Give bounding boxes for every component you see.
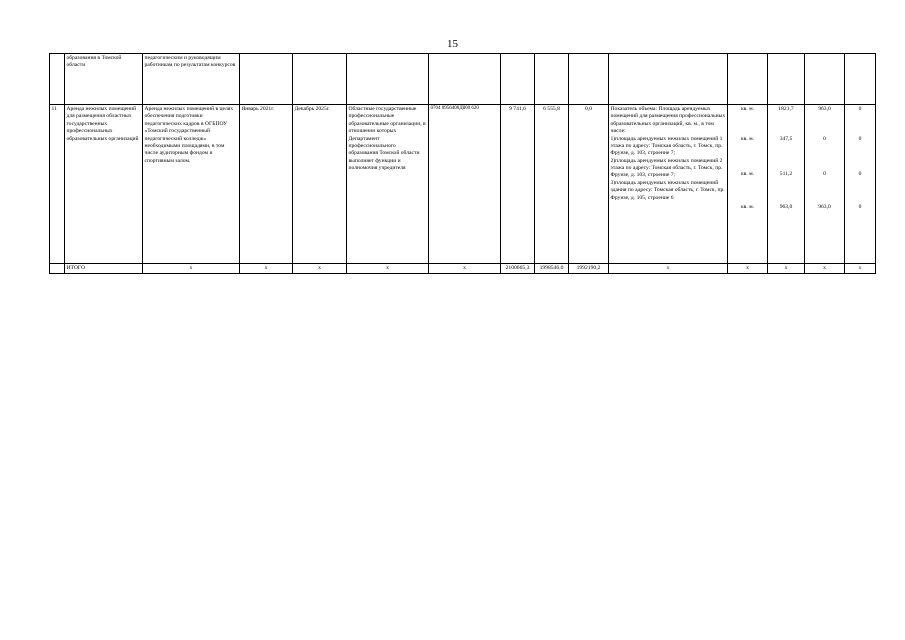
value-text: 1821,7 [778, 106, 794, 112]
cell-x: x [293, 264, 347, 274]
cell-value-2 [805, 105, 845, 264]
cell-start: Январь 2021г. [240, 105, 293, 264]
cell-end: Декабрь 2025г. [293, 105, 347, 264]
cell-name: Аренда нежилых помещений для размещения областных государственных профессиональных образовательных организаций [65, 105, 143, 264]
cell-x: x [845, 264, 876, 274]
table-row-continuation [50, 54, 876, 105]
cell-value-3 [845, 105, 876, 264]
cell-value-1 [768, 105, 805, 264]
value-text: 0 [858, 204, 862, 211]
cell-x: x [143, 264, 240, 274]
cell-y2022: 0,0 [569, 105, 609, 264]
cell-value-2 [805, 54, 845, 105]
cell-value-1 [768, 54, 805, 105]
cell-purpose: педагогическим и руководящим работникам по результатам конкурсов [143, 54, 240, 105]
cell-code [429, 54, 501, 105]
cell-num [50, 54, 65, 105]
cell-x: x [768, 264, 805, 274]
table-row-main [50, 105, 876, 264]
value-text: 0 [858, 106, 862, 112]
cell-name: образования в Томской области [65, 54, 143, 105]
value-text: 0 [823, 136, 826, 143]
program-table [49, 53, 876, 274]
cell-y2022: 1992190,2 [569, 264, 609, 274]
cell-x: x [728, 264, 768, 274]
value-text: 963,0 [779, 204, 793, 211]
cell-unit [728, 105, 768, 264]
value-text: 0 [823, 170, 826, 177]
indicator-text: Показатель объема: Площадь арендуемых помещений для размещения профессиональных образовательных организаций, кв. м., в том числе: [610, 106, 726, 135]
unit-text: кв. м. [740, 204, 755, 211]
value-text: 963,0 [818, 204, 831, 211]
cell-value-3 [845, 54, 876, 105]
cell-indicator [609, 105, 728, 264]
unit-text: кв. м. [740, 170, 755, 177]
cell-executor [347, 54, 429, 105]
cell-total-label: ИТОГО [65, 264, 143, 274]
cell-num [50, 264, 65, 274]
cell-y2022 [569, 54, 609, 105]
cell-x: x [609, 264, 728, 274]
cell-start [240, 54, 293, 105]
cell-unit [728, 54, 768, 105]
value-text: 511,2 [779, 170, 793, 177]
cell-x: x [805, 264, 845, 274]
cell-num: 11 [50, 105, 65, 264]
value-text: 0 [858, 170, 862, 177]
cell-end [293, 54, 347, 105]
value-text: 347,5 [779, 136, 793, 143]
cell-y2021 [535, 54, 569, 105]
indicator-text: 2)площадь арендуемых нежилых помещений 2 этажа по адресу: Томская область, г. Томск, пр. Фрунзе, д. 103, строение 7; [610, 157, 723, 179]
cell-purpose: Аренда нежилых помещений в целях обеспечения подготовки педагогических кадров в ОГБПОУ «Томский государственный педагогический колледж» необходимыми площадями, в том числе аудиторным фондом и спортивным залом. [143, 105, 240, 264]
indicator-text: 3)площадь арендуемых нежилых помещений здания по адресу: Томская область, г. Томск, пр. Фрунзе, д. 105, строение 6 [610, 179, 725, 201]
unit-text: кв. м. [740, 136, 755, 143]
cell-x: x [240, 264, 293, 274]
indicator-text: 1)площадь арендуемых нежилых помещений 1 этажа по адресу: Томская область, г. Томск, пр. Фрунзе, д. 103, строение 7; [610, 135, 723, 157]
cell-executor: Областные государственные профессиональные образовательные организации, в отношении которых Департамент профессионального образования Томской области выполняет функции и полномочия учредителя [347, 105, 429, 264]
cell-y2021: 6 555,8 [535, 105, 569, 264]
cell-x: x [347, 264, 429, 274]
cell-x: x [429, 264, 501, 274]
value-text: 963,0 [818, 106, 831, 112]
cell-total: 2100665,3 [501, 264, 535, 274]
value-text: 0 [858, 136, 862, 143]
cell-indicator [609, 54, 728, 105]
page-number: 15 [447, 38, 458, 50]
unit-text: кв. м. [740, 106, 755, 112]
cell-total: 9 741,6 [501, 105, 535, 264]
cell-y2021: 1998546,0 [535, 264, 569, 274]
table-row-total [50, 264, 876, 274]
cell-code: 0704 0956400Д800 620 [429, 105, 501, 264]
cell-total [501, 54, 535, 105]
